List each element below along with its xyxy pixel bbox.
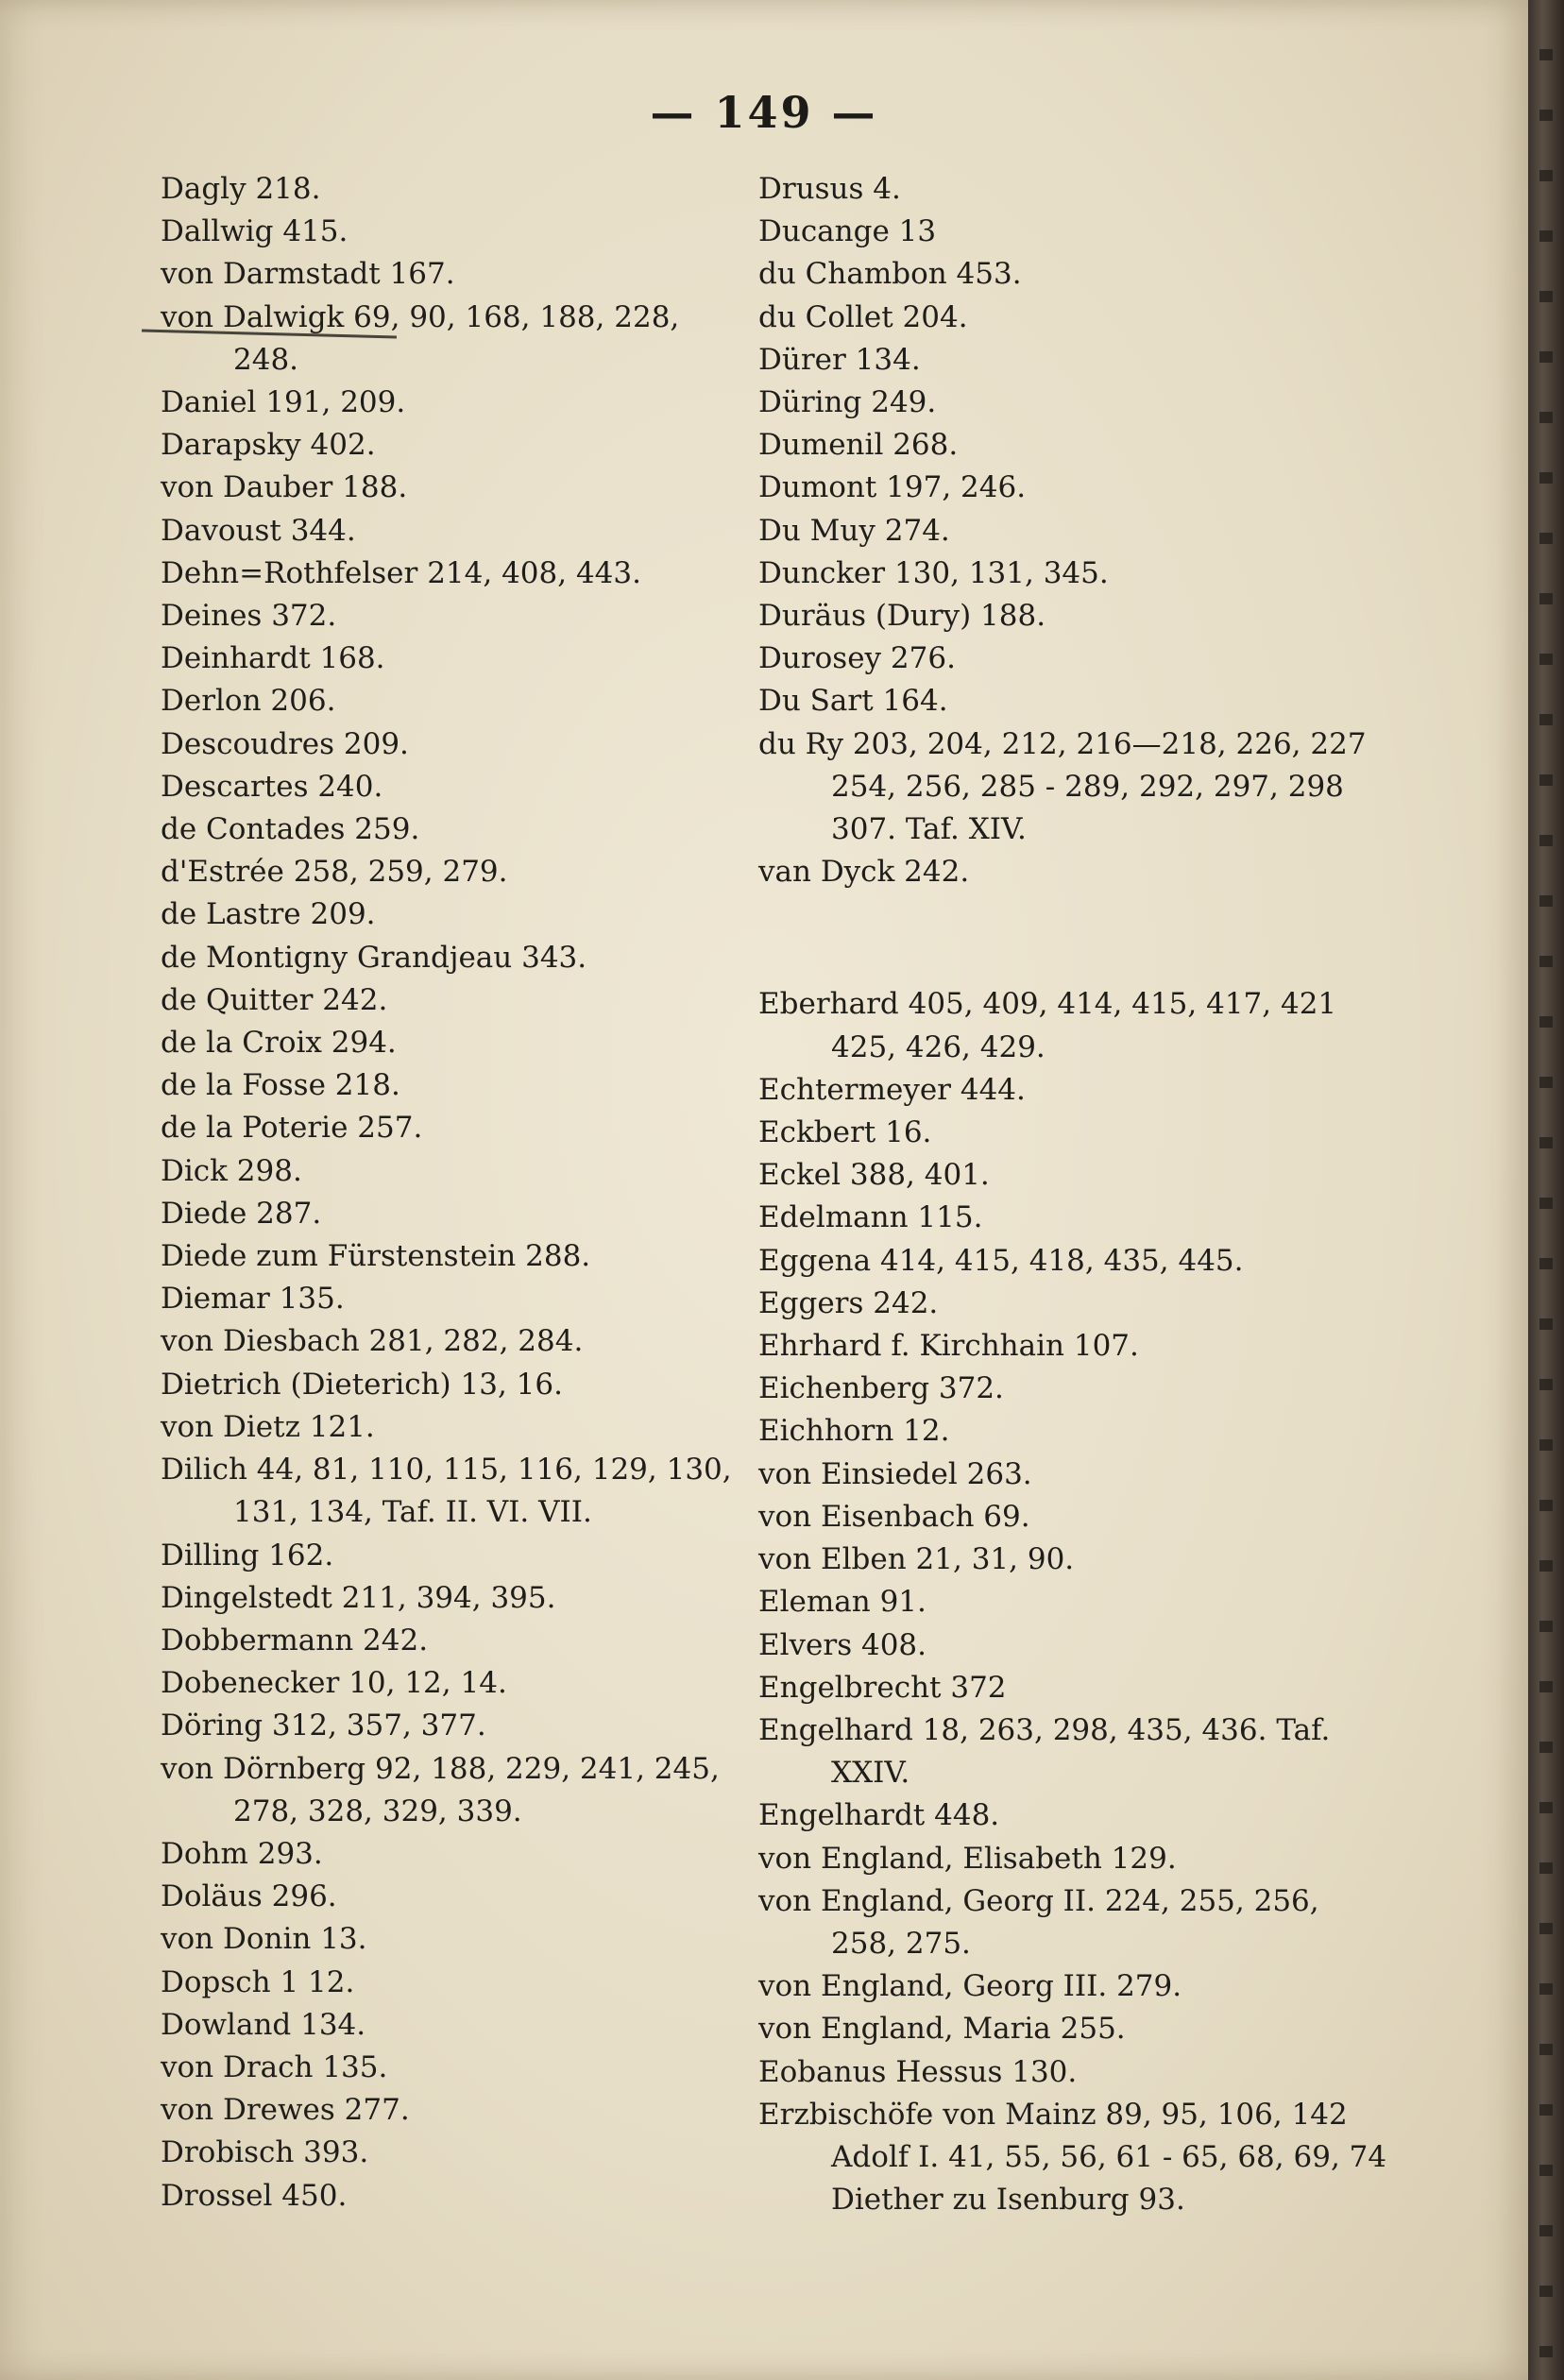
index-entry bbox=[161, 168, 746, 211]
index-entry bbox=[758, 723, 1420, 852]
index-entry bbox=[161, 851, 746, 893]
index-entry-text: Dobbermann 242. bbox=[161, 1623, 429, 1658]
index-entry-text: Erzbischöfe von Mainz 89, 95, 106, 142 bbox=[758, 2097, 1348, 2132]
index-entry-text: von Drach 135. bbox=[161, 2049, 388, 2084]
index-entry bbox=[758, 1454, 1420, 1496]
index-entry-text: von Dietz 121. bbox=[161, 1409, 375, 1444]
index-entry-text: Deines 372. bbox=[161, 599, 337, 634]
index-entry-continuation: XXIV. bbox=[831, 1756, 910, 1791]
index-entry bbox=[161, 1662, 746, 1705]
index-entry bbox=[161, 766, 746, 808]
index-entry-text: Engelbrecht 372 bbox=[758, 1670, 1007, 1705]
index-entry bbox=[758, 211, 1420, 253]
index-entry bbox=[758, 595, 1420, 638]
index-entry-continuation: 278, 328, 329, 339. bbox=[233, 1794, 522, 1828]
index-entry-text: von Darmstadt 167. bbox=[161, 257, 455, 292]
index-entry bbox=[758, 1880, 1420, 1965]
index-entry bbox=[161, 467, 746, 509]
index-group-d bbox=[758, 168, 1420, 893]
index-entry bbox=[161, 1320, 746, 1363]
index-entry bbox=[161, 2175, 746, 2218]
index-entry-text: von Elben 21, 31, 90. bbox=[758, 1542, 1075, 1577]
index-entry-text: Descoudres 209. bbox=[161, 726, 409, 761]
index-entry bbox=[758, 552, 1420, 595]
index-entry-text: von England, Elisabeth 129. bbox=[758, 1841, 1177, 1876]
index-entry-text: von Dalwigk 69, 90, 168, 188, 228, bbox=[161, 299, 680, 334]
index-entry bbox=[758, 1069, 1420, 1112]
index-entry bbox=[758, 382, 1420, 424]
index-entry-text: von Donin 13. bbox=[161, 1922, 367, 1957]
index-entry-text: Dilling 162. bbox=[161, 1538, 334, 1572]
index-entry-text: Diede zum Fürstenstein 288. bbox=[161, 1239, 591, 1274]
index-entry bbox=[161, 211, 746, 253]
index-entry-text: Edelmann 115. bbox=[758, 1200, 983, 1235]
index-entry bbox=[161, 297, 746, 382]
index-entry bbox=[161, 2089, 746, 2132]
binding-stitches bbox=[1539, 0, 1553, 2380]
index-entry bbox=[758, 1838, 1420, 1880]
index-entry bbox=[758, 1410, 1420, 1453]
index-entry-text: Engelhardt 448. bbox=[758, 1798, 1000, 1833]
index-entry-text: Elvers 408. bbox=[758, 1627, 927, 1662]
index-entry-text: Darapsky 402. bbox=[161, 428, 376, 463]
index-entry bbox=[161, 937, 746, 979]
index-entry bbox=[758, 1197, 1420, 1239]
index-entry bbox=[758, 1283, 1420, 1325]
index-entry bbox=[161, 1278, 746, 1320]
index-entry-text: von England, Georg III. 279. bbox=[758, 1969, 1182, 2004]
index-entry bbox=[161, 680, 746, 722]
index-entry bbox=[161, 893, 746, 936]
index-entry bbox=[161, 1193, 746, 1235]
index-entry-text: Dürer 134. bbox=[758, 342, 921, 377]
index-entry bbox=[758, 1965, 1420, 2008]
index-entry-text: Döring 312, 357, 377. bbox=[161, 1708, 486, 1743]
index-entry bbox=[161, 1962, 746, 2004]
index-entry-text: Durosey 276. bbox=[758, 641, 956, 676]
index-entry-continuation: 258, 275. bbox=[831, 1926, 971, 1961]
index-entry bbox=[161, 808, 746, 851]
index-entry bbox=[161, 552, 746, 595]
index-entry-continuation: 307. Taf. XIV. bbox=[831, 812, 1027, 847]
index-entry-text: Diede 287. bbox=[161, 1196, 322, 1231]
index-entry-text: Deinhardt 168. bbox=[161, 641, 385, 676]
index-entry bbox=[758, 638, 1420, 680]
index-entry-continuation: 248. bbox=[233, 342, 299, 377]
index-entry-text: Derlon 206. bbox=[161, 684, 336, 719]
index-entry bbox=[161, 723, 746, 766]
index-entry-text: de la Poterie 257. bbox=[161, 1111, 423, 1146]
index-entry bbox=[758, 1496, 1420, 1538]
index-entry-text: Dagly 218. bbox=[161, 172, 321, 206]
index-entry-text: von England, Maria 255. bbox=[758, 2012, 1126, 2047]
index-entry bbox=[161, 1235, 746, 1278]
index-entry-text: Davoust 344. bbox=[161, 513, 356, 548]
index-entry bbox=[161, 1620, 746, 1662]
index-entry bbox=[758, 1794, 1420, 1837]
index-entry bbox=[161, 1833, 746, 1876]
index-entry-text: Eggers 242. bbox=[758, 1285, 939, 1320]
index-entry-continuation: Adolf I. 41, 55, 56, 61 - 65, 68, 69, 74 bbox=[831, 2139, 1387, 2174]
index-entry-text: von Diesbach 281, 282, 284. bbox=[161, 1324, 584, 1359]
index-entry-text: de Montigny Grandjeau 343. bbox=[161, 940, 587, 975]
index-entry-text: Eberhard 405, 409, 414, 415, 417, 421 bbox=[758, 987, 1337, 1022]
index-entry-text: Doläus 296. bbox=[161, 1879, 337, 1914]
index-entry bbox=[758, 983, 1420, 1068]
index-entry bbox=[161, 1705, 746, 1747]
index-entry bbox=[758, 339, 1420, 382]
index-entry-text: Dallwig 415. bbox=[161, 214, 348, 249]
index-entry-text: d'Estrée 258, 259, 279. bbox=[161, 855, 508, 890]
index-entry-text: Dietrich (Dieterich) 13, 16. bbox=[161, 1367, 563, 1402]
index-entry-text: Dumenil 268. bbox=[758, 428, 959, 463]
index-entry-text: de la Croix 294. bbox=[161, 1026, 397, 1061]
index-entry-text: von England, Georg II. 224, 255, 256, bbox=[758, 1883, 1319, 1918]
index-entry-text: Dumont 197, 246. bbox=[758, 470, 1027, 505]
index-entry-text: Diemar 135. bbox=[161, 1282, 345, 1317]
index-entry-text: Eichhorn 12. bbox=[758, 1414, 950, 1449]
index-entry bbox=[161, 1022, 746, 1064]
index-entry-text: Ehrhard f. Kirchhain 107. bbox=[758, 1329, 1139, 1364]
index-entry-text: du Ry 203, 204, 212, 216—218, 226, 227 bbox=[758, 726, 1367, 761]
index-entry bbox=[161, 1748, 746, 1833]
index-entry-text: Dohm 293. bbox=[161, 1836, 323, 1871]
index-entry-text: Daniel 191, 209. bbox=[161, 385, 406, 420]
index-entry bbox=[758, 1325, 1420, 1368]
index-entry-text: von Einsiedel 263. bbox=[758, 1456, 1032, 1491]
index-entry-text: Eggena 414, 415, 418, 435, 445. bbox=[758, 1243, 1244, 1278]
group-spacer bbox=[758, 893, 1420, 983]
index-entry bbox=[161, 1535, 746, 1577]
index-entry bbox=[161, 510, 746, 552]
index-entry-text: von Dörnberg 92, 188, 229, 241, 245, bbox=[161, 1751, 720, 1786]
index-entry-text: Eichenberg 372. bbox=[758, 1371, 1004, 1406]
index-entry-text: de Lastre 209. bbox=[161, 897, 376, 932]
index-entry bbox=[758, 1240, 1420, 1283]
index-column-left bbox=[161, 168, 746, 2218]
index-entry bbox=[758, 297, 1420, 339]
index-entry bbox=[758, 1154, 1420, 1197]
index-entry-text: Dowland 134. bbox=[161, 2007, 366, 2042]
index-entry bbox=[758, 1112, 1420, 1154]
index-entry-text: Eobanus Hessus 130. bbox=[758, 2054, 1078, 2089]
index-entry bbox=[161, 2047, 746, 2089]
index-entry-text: Eckbert 16. bbox=[758, 1115, 932, 1150]
index-entry-text: Drossel 450. bbox=[161, 2178, 348, 2213]
index-entry bbox=[758, 1667, 1420, 1709]
index-entry-text: Dilich 44, 81, 110, 115, 116, 129, 130, bbox=[161, 1453, 732, 1488]
index-entry-text: Eleman 91. bbox=[758, 1585, 926, 1620]
index-entry-continuation: 425, 426, 429. bbox=[831, 1029, 1046, 1064]
index-entry bbox=[758, 1538, 1420, 1581]
index-entry bbox=[161, 382, 746, 424]
index-entry bbox=[161, 595, 746, 638]
index-entry bbox=[758, 1624, 1420, 1667]
index-entry bbox=[161, 1107, 746, 1149]
index-entry bbox=[758, 424, 1420, 467]
index-entry bbox=[758, 510, 1420, 552]
index-entry bbox=[161, 2004, 746, 2047]
index-entry bbox=[161, 1876, 746, 1918]
index-entry-text: Dobenecker 10, 12, 14. bbox=[161, 1666, 507, 1701]
index-entry bbox=[758, 168, 1420, 211]
index-entry-text: du Chambon 453. bbox=[758, 257, 1022, 292]
index-entry bbox=[758, 2008, 1420, 2050]
index-group-e bbox=[758, 983, 1420, 2221]
index-entry-text: Du Muy 274. bbox=[758, 513, 950, 548]
index-entry-text: Dick 298. bbox=[161, 1153, 302, 1188]
index-entry bbox=[161, 1577, 746, 1620]
page-number: — 149 — bbox=[650, 87, 878, 138]
index-entry-text: Düring 249. bbox=[758, 385, 937, 420]
index-entry-text: Eckel 388, 401. bbox=[758, 1158, 990, 1193]
index-entry-text: von Eisenbach 69. bbox=[758, 1499, 1030, 1534]
index-entry-text: Drobisch 393. bbox=[161, 2135, 369, 2170]
index-entry bbox=[161, 253, 746, 296]
index-column-right bbox=[758, 168, 1420, 2221]
index-entry-text: Engelhard 18, 263, 298, 435, 436. Taf. bbox=[758, 1712, 1331, 1747]
index-entry bbox=[161, 1449, 746, 1534]
index-entry bbox=[758, 1581, 1420, 1624]
index-entry bbox=[161, 1918, 746, 1961]
index-entry-text: von Drewes 277. bbox=[161, 2093, 410, 2128]
index-entry-text: de Quitter 242. bbox=[161, 982, 388, 1017]
index-entry bbox=[758, 2051, 1420, 2094]
index-entry bbox=[161, 979, 746, 1022]
index-entry bbox=[161, 1064, 746, 1107]
index-entry bbox=[161, 638, 746, 680]
index-entry-continuation: Diether zu Isenburg 93. bbox=[831, 2183, 1185, 2218]
index-entry-text: Du Sart 164. bbox=[758, 684, 948, 719]
index-entry-text: Dingelstedt 211, 394, 395. bbox=[161, 1580, 556, 1615]
index-entry-text: Echtermeyer 444. bbox=[758, 1072, 1026, 1107]
index-entry bbox=[758, 467, 1420, 509]
index-entry-text: de Contades 259. bbox=[161, 812, 420, 847]
index-entry bbox=[758, 680, 1420, 722]
index-entry-text: von Dauber 188. bbox=[161, 470, 408, 505]
index-entry bbox=[161, 2132, 746, 2174]
index-entry bbox=[758, 2094, 1420, 2222]
index-entry-text: Drusus 4. bbox=[758, 172, 901, 206]
index-entry-text: Descartes 240. bbox=[161, 769, 383, 804]
index-entry bbox=[161, 1406, 746, 1449]
index-entry bbox=[161, 424, 746, 467]
index-entry-text: de la Fosse 218. bbox=[161, 1068, 400, 1103]
index-entry bbox=[758, 253, 1420, 296]
index-entry-text: van Dyck 242. bbox=[758, 855, 970, 890]
index-entry-continuation: 131, 134, Taf. II. VI. VII. bbox=[233, 1495, 592, 1530]
index-entry bbox=[758, 1368, 1420, 1410]
index-entry-text: Dehn=Rothfelser 214, 408, 443. bbox=[161, 555, 641, 590]
index-entry-text: Dopsch 1 12. bbox=[161, 1964, 355, 1999]
index-entry-continuation: 254, 256, 285 - 289, 292, 297, 298 bbox=[831, 769, 1344, 804]
index-entry bbox=[758, 851, 1420, 893]
index-entry-text: Duräus (Dury) 188. bbox=[758, 599, 1046, 634]
index-entry bbox=[161, 1150, 746, 1193]
index-entry-text: du Collet 204. bbox=[758, 299, 968, 334]
index-entry bbox=[161, 1364, 746, 1406]
index-entry-text: Ducange 13 bbox=[758, 214, 937, 249]
index-entry bbox=[758, 1709, 1420, 1794]
index-entry-text: Duncker 130, 131, 345. bbox=[758, 555, 1109, 590]
